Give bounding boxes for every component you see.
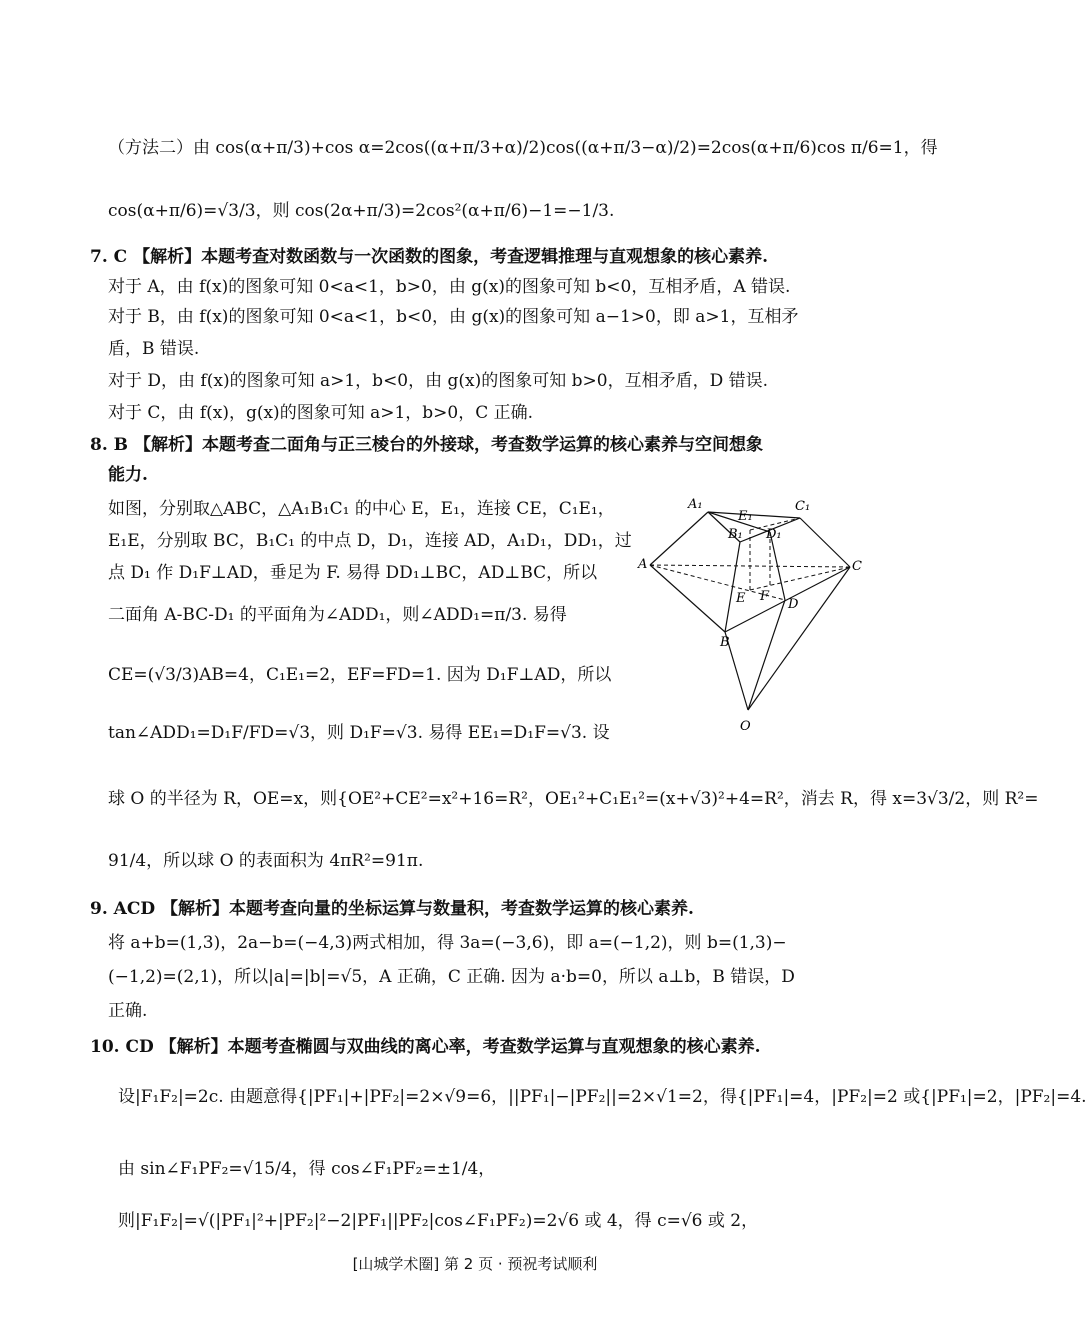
text-line: 球 O 的半径为 R，OE=x，则{OE²+CE²=x²+16=R²，OE₁²+C₁E₁²=(x+√3)²+4=R²，消去 R，得 x=3√3/2，则 R²=	[108, 789, 1039, 809]
text-line: 正确.	[108, 1001, 148, 1021]
frustum-sphere-figure	[630, 490, 870, 740]
page-footer: [山城学术圈] 第 2 页 · 预祝考试顺利	[352, 1255, 598, 1273]
question-7-heading: 7. C 【解析】本题考查对数函数与一次函数的图象，考查逻辑推理与直观想象的核心素养.	[90, 247, 769, 267]
text-line: 对于 D，由 f(x)的图象可知 a>1，b<0，由 g(x)的图象可知 b>0，互相矛盾，D 错误.	[108, 371, 769, 391]
question-9-heading: 9. ACD 【解析】本题考查向量的坐标运算与数量积，考查数学运算的核心素养.	[90, 899, 694, 919]
text-line: CE=(√3/3)AB=4，C₁E₁=2，EF=FD=1. 因为 D₁F⊥AD，所以	[108, 665, 612, 685]
text-line: 二面角 A-BC-D₁ 的平面角为∠ADD₁，则∠ADD₁=π/3. 易得	[108, 605, 567, 625]
text-line: 对于 B，由 f(x)的图象可知 0<a<1，b<0，由 g(x)的图象可知 a−1>0，即 a>1，互相矛	[108, 307, 799, 327]
text-line: 对于 A，由 f(x)的图象可知 0<a<1，b>0，由 g(x)的图象可知 b<0，互相矛盾，A 错误.	[108, 277, 791, 297]
text-line: 则|F₁F₂|=√(|PF₁|²+|PF₂|²−2|PF₁||PF₂|cos∠F₁PF₂)=2√6 或 4，得 c=√6 或 2，	[118, 1211, 759, 1231]
label-E: E	[736, 591, 746, 606]
label-A: A	[638, 557, 648, 572]
text-line: 设|F₁F₂|=2c. 由题意得{|PF₁|+|PF₂|=2×√9=6，||PF₁|−|PF₂||=2×√1=2，得{|PF₁|=4，|PF₂|=2 或{|PF₁|=2，|PF₂|=4.	[118, 1087, 1087, 1107]
text-line: cos(α+π/6)=√3/3，则 cos(2α+π/3)=2cos²(α+π/6)−1=−1/3.	[108, 201, 615, 221]
text-line: 如图，分别取△ABC，△A₁B₁C₁ 的中心 E，E₁，连接 CE，C₁E₁，	[108, 499, 615, 519]
text-line: 对于 C，由 f(x)，g(x)的图象可知 a>1，b>0，C 正确.	[108, 403, 534, 423]
label-O: O	[740, 719, 751, 734]
text-line: tan∠ADD₁=D₁F/FD=√3，则 D₁F=√3. 易得 EE₁=D₁F=√3. 设	[108, 723, 610, 743]
label-B: B	[720, 635, 730, 650]
text-line: 盾，B 错误.	[108, 339, 200, 359]
text-line: 由 sin∠F₁PF₂=√15/4，得 cos∠F₁PF₂=±1/4，	[118, 1159, 496, 1179]
label-C1: C₁	[795, 499, 811, 514]
text-line: 点 D₁ 作 D₁F⊥AD，垂足为 F. 易得 DD₁⊥BC，AD⊥BC，所以	[108, 563, 598, 583]
label-D1: D₁	[766, 527, 782, 542]
label-E1: E₁	[738, 509, 753, 524]
text-line: E₁E，分别取 BC，B₁C₁ 的中点 D，D₁，连接 AD，A₁D₁，DD₁，过	[108, 531, 632, 551]
label-C: C	[852, 559, 862, 574]
question-10-heading: 10. CD 【解析】本题考查椭圆与双曲线的离心率，考查数学运算与直观想象的核心素养.	[90, 1037, 761, 1057]
text-line: （方法二）由 cos(α+π/3)+cos α=2cos((α+π/3+α)/2)cos((α+π/3−α)/2)=2cos(α+π/6)cos π/6=1，得	[108, 138, 938, 158]
text-line: 将 a+b=(1,3)，2a−b=(−4,3)两式相加，得 3a=(−3,6)，即 a=(−1,2)，则 b=(1,3)−	[108, 933, 787, 953]
label-D: D	[788, 597, 799, 612]
text-line: 91/4，所以球 O 的表面积为 4πR²=91π.	[108, 851, 424, 871]
question-8-heading: 8. B 【解析】本题考查二面角与正三棱台的外接球，考查数学运算的核心素养与空间想象	[90, 435, 763, 455]
label-B1: B₁	[728, 527, 743, 542]
label-A1: A₁	[688, 497, 703, 512]
label-F: F	[760, 589, 770, 604]
text-line: 能力.	[108, 465, 148, 485]
text-line: (−1,2)=(2,1)，所以|a|=|b|=√5，A 正确，C 正确. 因为 a·b=0，所以 a⊥b，B 错误，D	[108, 967, 795, 987]
